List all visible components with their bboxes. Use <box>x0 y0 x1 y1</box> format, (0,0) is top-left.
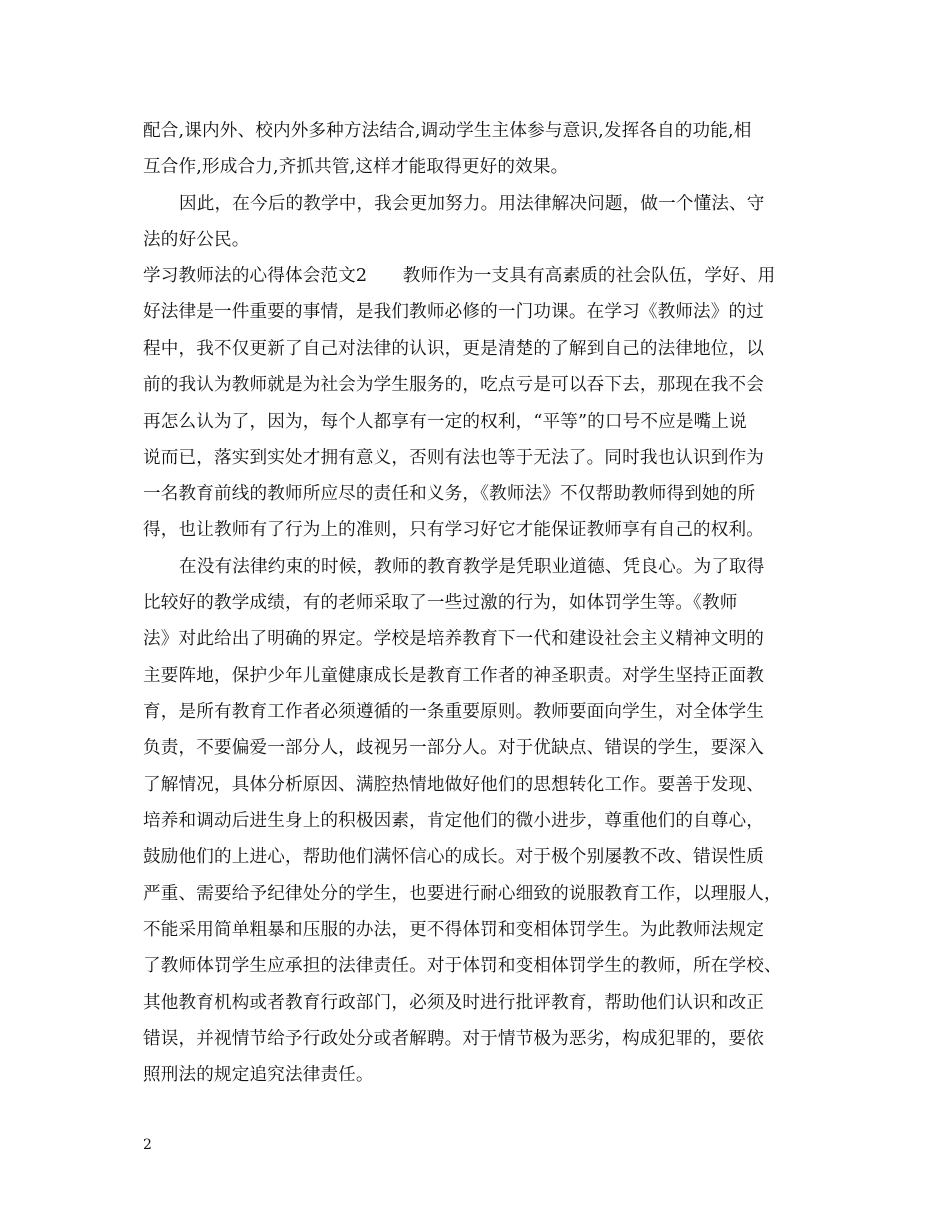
text-line: 在没有法律约束的时候，教师的教育教学是凭职业道德、凭良心。为了取得 <box>179 557 765 577</box>
text-line: 主要阵地，保护少年儿童健康成长是教育工作者的神圣职责。对学生坚持正面教 <box>143 666 765 686</box>
text-line: 得，也让教师有了行为上的准则，只有学习好它才能保证教师享有自己的权利。 <box>143 520 765 540</box>
text-line: 因此，在今后的教学中，我会更加努力。用法律解决问题，做一个懂法、守 <box>179 194 765 214</box>
text-line: 不能采用简单粗暴和压服的办法，更不得体罚和变相体罚学生。为此教师法规定 <box>143 920 765 940</box>
text-line: 比较好的教学成绩，有的老师采取了一些过激的行为，如体罚学生等。《教师 <box>143 593 738 613</box>
text-line: 了解情况，具体分析原因、满腔热情地做好他们的思想转化工作。要善于发现、 <box>143 775 765 795</box>
text-line: 互合作,形成合力,齐抓共管,这样才能取得更好的效果。 <box>143 157 569 177</box>
text-line: 严重、需要给予纪律处分的学生，也要进行耐心细致的说服教育工作，以理服人， <box>143 884 782 904</box>
text-line: 配合,课内外、校内外多种方法结合,调动学生主体参与意识,发挥各自的功能,相 <box>143 121 752 141</box>
text-line: 说而已，落实到实处才拥有意义，否则有法也等于无法了。同时我也认识到作为 <box>143 448 765 468</box>
text-line: 照刑法的规定追究法律责任。 <box>143 1065 374 1085</box>
text-line: 法的好公民。 <box>143 230 250 250</box>
text-line: 负责，不要偏爱一部分人，歧视另一部分人。对于优缺点、错误的学生，要深入 <box>143 738 765 758</box>
text-line: 培养和调动后进生身上的积极因素，肯定他们的微小进步，尊重他们的自尊心， <box>143 811 765 831</box>
text-line: 其他教育机构或者教育行政部门，必须及时进行批评教育，帮助他们认识和改正 <box>143 993 765 1013</box>
text-line: 好法律是一件重要的事情，是我们教师必修的一门功课。在学习《教师法》的过 <box>143 302 765 322</box>
text-line: 错误，并视情节给予行政处分或者解聘。对于情节极为恶劣，构成犯罪的，要依 <box>143 1029 765 1049</box>
text-line: 再怎么认为了，因为，每个人都享有一定的权利，“平等”的口号不应是嘴上说 <box>143 412 747 432</box>
text-line: 前的我认为教师就是为社会为学生服务的，吃点亏是可以吞下去，那现在我不会 <box>143 375 765 395</box>
text-line: 程中，我不仅更新了自己对法律的认识，更是清楚的了解到自己的法律地位，以 <box>143 339 765 359</box>
text-line: 学习教师法的心得体会范文2 教师作为一支具有高素质的社会队伍，学好、用 <box>143 266 776 286</box>
page-number: 2 <box>143 1137 152 1153</box>
text-line: 法》对此给出了明确的界定。学校是培养教育下一代和建设社会主义精神文明的 <box>143 629 765 649</box>
text-line: 育，是所有教育工作者必须遵循的一条重要原则。教师要面向学生，对全体学生 <box>143 702 765 722</box>
text-line: 一名教育前线的教师所应尽的责任和义务，《教师法》不仅帮助教师得到她的所 <box>143 484 756 504</box>
text-line: 鼓励他们的上进心，帮助他们满怀信心的成长。对于极个别屡教不改、错误性质 <box>143 847 765 867</box>
text-line: 了教师体罚学生应承担的法律责任。对于体罚和变相体罚学生的教师，所在学校、 <box>143 956 782 976</box>
